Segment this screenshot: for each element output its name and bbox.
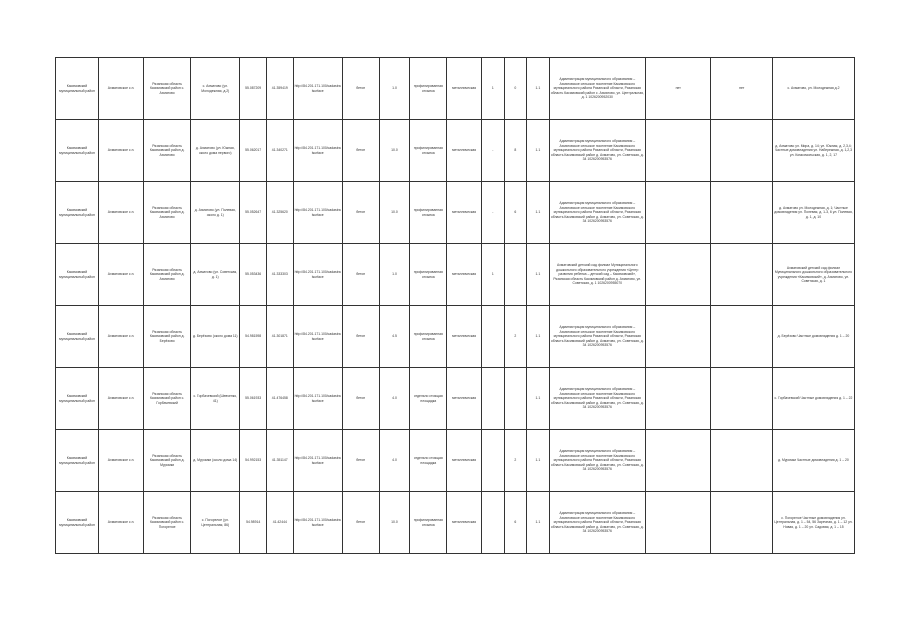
cell-type: профилированная отсыпка <box>410 244 447 306</box>
cell-address: Рязанская область Касимовский район д. Муромки <box>144 430 191 492</box>
cell-lat: 55.061933 <box>240 368 267 430</box>
cell-surface: бетон <box>342 244 379 306</box>
cell-area: 10.0 <box>379 492 410 554</box>
cell-e2 <box>711 182 772 244</box>
cell-lat: 55.062017 <box>240 120 267 182</box>
cell-vol: 1.1 <box>527 58 550 120</box>
cell-locality: д. Ахматово (ул. Полевая, около д. 1) <box>191 182 240 244</box>
table-row <box>56 182 855 244</box>
cell-locality: с. Ахматово (ул. Молодежная, д.2) <box>191 58 240 120</box>
cell-sources: с. Горбачевский Частные домовладения д. 1 – 22 <box>772 368 854 430</box>
cell-cover: металлическая <box>447 368 482 430</box>
cell-c1: - <box>482 182 505 244</box>
cell-c2: 2 <box>504 306 527 368</box>
cell-type: отдельно стоящая площадка <box>410 430 447 492</box>
cell-e2 <box>711 306 772 368</box>
cell-vol: 1.1 <box>527 430 550 492</box>
cell-sources: с. Погорелое Частные домовладения ул. Центральная, д. 1 – 54, 56 Заречная, д. 1 – 12 ул. Новая, д. 1 – 20 ул. Садовая, д. 1 – 15 <box>772 492 854 554</box>
cell-c1 <box>482 306 505 368</box>
cell-type: профилированная отсыпка <box>410 58 447 120</box>
cell-type: профилированная отсыпка <box>410 120 447 182</box>
cell-c2: 6 <box>504 182 527 244</box>
cell-cover: металлическая <box>447 492 482 554</box>
cell-owner: Администрация муниципального образования – Ахматовское сельское поселение Касимовского муниципального района Рязанской области, Рязанская область Касимовский район д. Ахматово, ул. Советская, д. 34 1026200953576 <box>549 120 645 182</box>
cell-e1 <box>645 120 711 182</box>
table-row <box>56 430 855 492</box>
cell-url: http://84.201.171.100/cadastralsurface <box>293 244 342 306</box>
cell-c1 <box>482 430 505 492</box>
cell-type: профилированная отсыпка <box>410 182 447 244</box>
cell-district: Касимовский муниципальный район <box>56 182 99 244</box>
cell-lon: 41.351147 <box>266 430 293 492</box>
cell-area: 1.0 <box>379 58 410 120</box>
cell-settlement: Ахматовское с.п. <box>99 368 144 430</box>
cell-url: http://84.201.171.100/cadastralsurface <box>293 492 342 554</box>
cell-locality: д. Берёзово (около дома 11) <box>191 306 240 368</box>
cell-e1 <box>645 306 711 368</box>
cell-area: 4.5 <box>379 306 410 368</box>
cell-surface: бетон <box>342 368 379 430</box>
cell-c2: 2 <box>504 430 527 492</box>
cell-e2 <box>711 492 772 554</box>
cell-district: Касимовский муниципальный район <box>56 430 99 492</box>
cell-surface: бетон <box>342 182 379 244</box>
cell-e1 <box>645 182 711 244</box>
cell-lon: 41.359419 <box>266 58 293 120</box>
cell-address: Рязанская область Касимовский район д. Ахматово <box>144 120 191 182</box>
cell-url: http://84.201.171.100/cadastralsurface <box>293 368 342 430</box>
cell-type: профилированная отсыпка <box>410 492 447 554</box>
cell-surface: бетон <box>342 492 379 554</box>
cell-district: Касимовский муниципальный район <box>56 244 99 306</box>
cell-settlement: Ахматовское с.п. <box>99 492 144 554</box>
cell-address: Рязанская область Касимовский район д. Ахматово <box>144 182 191 244</box>
cell-surface: бетон <box>342 58 379 120</box>
table-row <box>56 306 855 368</box>
cell-settlement: Ахматовское с.п. <box>99 58 144 120</box>
cell-surface: бетон <box>342 120 379 182</box>
cell-c1 <box>482 368 505 430</box>
cell-area: 4.0 <box>379 430 410 492</box>
table-row <box>56 58 855 120</box>
cell-e1 <box>645 244 711 306</box>
cell-e2 <box>711 430 772 492</box>
table-row <box>56 120 855 182</box>
cell-address: Рязанская область Касимовский район д. Берёзово <box>144 306 191 368</box>
cell-district: Касимовский муниципальный район <box>56 368 99 430</box>
cell-district: Касимовский муниципальный район <box>56 120 99 182</box>
cell-locality: д. Муромки (около дома 14) <box>191 430 240 492</box>
cell-district: Касимовский муниципальный район <box>56 492 99 554</box>
cell-area: 4.0 <box>379 368 410 430</box>
cell-settlement: Ахматовское с.п. <box>99 306 144 368</box>
cell-vol: 1.1 <box>527 368 550 430</box>
cell-owner: Ахматовский детский сад филиал Муниципального дошкольного образовательного учреждения «Центр развития ребенка – детский сад – Касимовский», Рязанская область Касимовский район д. Ахматово, ул. Советская, д. 1 1026200955070 <box>549 244 645 306</box>
cell-address: Рязанская область Касимовский район с. Горбачевский <box>144 368 191 430</box>
cell-sources: д. Берёзово Частные домовладения д. 1 – 20 <box>772 306 854 368</box>
cell-cover: металлическая <box>447 430 482 492</box>
cell-sources: д. Ахматово ул. Мира, д. 14; ул. Южная, д. 2,3,4; Частные домовладения ул. Набережная, д. 1,2,3 ул. Комсомольская, д. 1, 2, 17 <box>772 120 854 182</box>
cell-vol: 1.1 <box>527 120 550 182</box>
cell-e1 <box>645 492 711 554</box>
cell-lon: 41.301871 <box>266 306 293 368</box>
cell-locality: д. Ахматово (ул. Советская, д. 1) <box>191 244 240 306</box>
cell-address: Рязанская область Касимовский район д. Ахматово <box>144 244 191 306</box>
cell-sources: д. Муромки Частные домовладения д. 1 – 20 <box>772 430 854 492</box>
cell-area: 10.0 <box>379 120 410 182</box>
cell-c1: 1 <box>482 58 505 120</box>
cell-locality: с. Горбачевский (Шевченко, 41) <box>191 368 240 430</box>
cell-type: отдельно стоящая площадка <box>410 368 447 430</box>
cell-url: http://84.201.171.100/cadastralsurface <box>293 58 342 120</box>
cell-lat: 55.052647 <box>240 182 267 244</box>
cell-c2 <box>504 244 527 306</box>
cell-owner: Администрация муниципального образования – Ахматовское сельское поселение Касимовского муниципального района Рязанской области, Рязанская область Касимовский район д. Ахматово, ул. Советская, д. 34 1026200953576 <box>549 368 645 430</box>
cell-c1: - <box>482 120 505 182</box>
register-table <box>55 57 855 554</box>
cell-vol: 1.1 <box>527 306 550 368</box>
cell-settlement: Ахматовское с.п. <box>99 430 144 492</box>
cell-lat: 54.992153 <box>240 430 267 492</box>
cell-e2: нет <box>711 58 772 120</box>
cell-lon: 41.333303 <box>266 244 293 306</box>
cell-surface: бетон <box>342 306 379 368</box>
cell-locality: с. Погорелое (ул. Центральная, 86) <box>191 492 240 554</box>
cell-c2: 8 <box>504 120 527 182</box>
cell-address: Рязанская область Касимовский район с. Ахматово <box>144 58 191 120</box>
cell-owner: Администрация муниципального образования – Ахматовское сельское поселение Касимовского муниципального района Рязанской области, Рязанская область Касимовский район д. Ахматово, ул. Советская, д. 34 1026200953576 <box>549 182 645 244</box>
cell-e2 <box>711 120 772 182</box>
table-row <box>56 368 855 430</box>
cell-lat: 54.981598 <box>240 306 267 368</box>
cell-e2 <box>711 368 772 430</box>
cell-settlement: Ахматовское с.п. <box>99 120 144 182</box>
cell-url: http://84.201.171.100/cadastralsurface <box>293 182 342 244</box>
cell-sources: Ахматовский детский сад филиал Муниципального дошкольного образовательного учреждения «Касимовский», д. Ахматово, ул. Советская, д. 1 <box>772 244 854 306</box>
cell-owner: Администрация муниципального образования – Ахматовское сельское поселение Касимовского муниципального района Рязанской области, Рязанская область Касимовский район д. Ахматово, ул. Советская, д. 34 1026200953576 <box>549 306 645 368</box>
cell-address: Рязанская область Касимовский район с. Погорелое <box>144 492 191 554</box>
cell-vol: 1.1 <box>527 244 550 306</box>
cell-c1: 1 <box>482 244 505 306</box>
cell-lon: 41.42444 <box>266 492 293 554</box>
cell-c2: 0 <box>504 58 527 120</box>
cell-sources: д. Ахматово ул. Молодежная, д. 1; Частные домовладения ул. Полевая, д. 1-3, 6 ул. Полевая, д. 1, д. 10 <box>772 182 854 244</box>
cell-cover: металлическая <box>447 58 482 120</box>
cell-owner: Администрация муниципального образования – Ахматовское сельское поселение Касимовского муниципального района Рязанской области, Рязанская область Касимовский район д. Ахматово, ул. Советская, д. 34 1026200953576 <box>549 430 645 492</box>
cell-settlement: Ахматовское с.п. <box>99 182 144 244</box>
cell-owner: Администрация муниципального образования – Ахматовское сельское поселение Касимовского муниципального района Рязанской области, Рязанская область Касимовский район д. Ахматово, ул. Советская, д. 34 1026200953576 <box>549 492 645 554</box>
cell-url: http://84.201.171.100/cadastralsurface <box>293 120 342 182</box>
cell-e1: нет <box>645 58 711 120</box>
cell-lat: 55.053436 <box>240 244 267 306</box>
cell-c2 <box>504 368 527 430</box>
cell-type: профилированная отсыпка <box>410 306 447 368</box>
cell-district: Касимовский муниципальный район <box>56 306 99 368</box>
cell-url: http://84.201.171.100/cadastralsurface <box>293 306 342 368</box>
cell-lon: 41.340271 <box>266 120 293 182</box>
cell-cover: металлическая <box>447 244 482 306</box>
cell-owner: Администрация муниципального образования – Ахматовское сельское поселение Касимовского муниципального района Рязанской области, Рязанская область Касимовский район с. Ахматово, ул. Центральная, д. 1 1026200952030 <box>549 58 645 120</box>
table-row <box>56 244 855 306</box>
cell-district: Касимовский муниципальный район <box>56 58 99 120</box>
cell-url: http://84.201.171.100/cadastralsurface <box>293 430 342 492</box>
cell-e1 <box>645 368 711 430</box>
cell-area: 1.0 <box>379 244 410 306</box>
cell-sources: с. Ахматово, ул. Молодежная д.2 <box>772 58 854 120</box>
table-row <box>56 492 855 554</box>
cell-cover: металлическая <box>447 120 482 182</box>
cell-area: 10.0 <box>379 182 410 244</box>
cell-lon: 41.476458 <box>266 368 293 430</box>
cell-lat: 54.98914 <box>240 492 267 554</box>
cell-lon: 41.325620 <box>266 182 293 244</box>
cell-locality: д. Ахматово (ул. Южная, около дома первого) <box>191 120 240 182</box>
cell-settlement: Ахматовское с.п. <box>99 244 144 306</box>
cell-c1 <box>482 492 505 554</box>
table-body <box>56 58 855 554</box>
cell-c2: 6 <box>504 492 527 554</box>
cell-vol: 1.1 <box>527 492 550 554</box>
cell-cover: металлическая <box>447 306 482 368</box>
cell-cover: металлическая <box>447 182 482 244</box>
cell-surface: бетон <box>342 430 379 492</box>
cell-e1 <box>645 430 711 492</box>
cell-vol: 1.1 <box>527 182 550 244</box>
cell-e2 <box>711 244 772 306</box>
cell-lat: 55.087209 <box>240 58 267 120</box>
